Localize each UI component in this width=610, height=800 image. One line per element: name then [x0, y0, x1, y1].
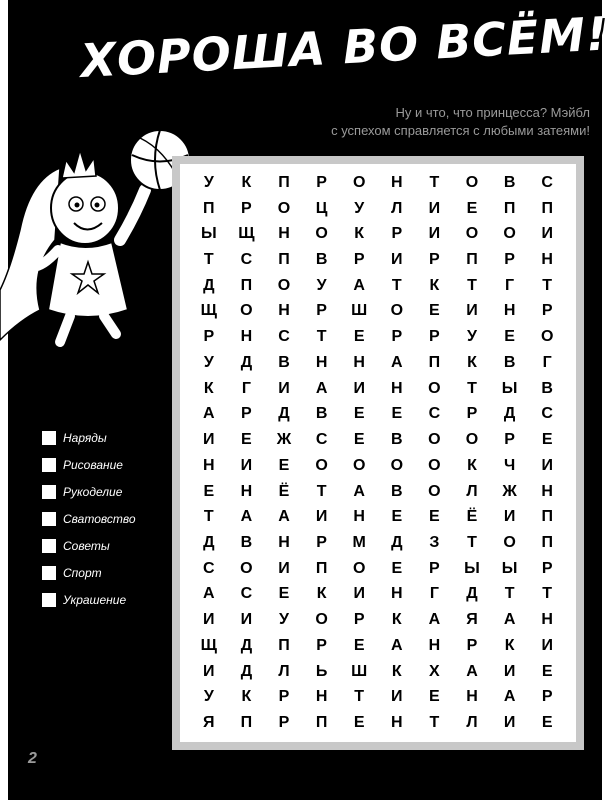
grid-letter[interactable]: Е — [353, 636, 365, 654]
grid-letter[interactable]: Г — [429, 585, 439, 603]
grid-letter[interactable]: П — [315, 714, 328, 732]
grid-letter[interactable]: А — [203, 585, 215, 603]
grid-letter[interactable]: Е — [504, 328, 515, 346]
grid-letter[interactable]: В — [315, 405, 328, 423]
grid-letter[interactable]: Я — [203, 714, 215, 732]
grid-letter[interactable]: О — [352, 456, 366, 474]
word-label: Рисование — [63, 457, 123, 472]
intro-line-2: с успехом справляется с любыми затеями! — [331, 123, 590, 138]
grid-letter[interactable]: Р — [504, 251, 515, 269]
grid-letter[interactable]: С — [428, 405, 441, 423]
grid-letter[interactable]: И — [278, 379, 290, 397]
grid-letter[interactable]: Т — [429, 173, 440, 191]
grid-letter[interactable]: Н — [391, 585, 403, 603]
grid-letter[interactable]: У — [203, 688, 214, 706]
grid-letter[interactable]: У — [467, 328, 477, 346]
grid-letter[interactable]: Р — [391, 328, 403, 346]
grid-letter[interactable]: Е — [429, 688, 440, 706]
grid-letter[interactable]: И — [503, 508, 516, 526]
grid-letter[interactable]: С — [240, 251, 253, 269]
grid-letter[interactable]: Н — [541, 611, 553, 629]
grid-letter[interactable]: О — [352, 173, 366, 191]
grid-letter[interactable]: В — [278, 353, 290, 371]
grid-letter[interactable]: П — [240, 276, 253, 294]
grid-letter[interactable]: Р — [203, 328, 215, 346]
word-checkbox[interactable] — [42, 566, 56, 580]
grid-letter[interactable]: Н — [240, 328, 253, 346]
grid-letter[interactable]: К — [391, 611, 402, 629]
grid-letter[interactable]: Н — [278, 225, 290, 243]
grid-letter[interactable]: Щ — [200, 636, 217, 654]
grid-letter[interactable]: В — [240, 534, 253, 552]
grid-letter[interactable]: Ь — [315, 662, 328, 680]
grid-letter[interactable]: К — [354, 225, 365, 243]
grid-letter[interactable]: Д — [391, 534, 403, 552]
word-checkbox[interactable] — [42, 539, 56, 553]
grid-letter[interactable]: У — [203, 353, 214, 371]
grid-letter[interactable]: П — [315, 559, 328, 577]
word-checkbox[interactable] — [42, 431, 56, 445]
word-checkbox[interactable] — [42, 485, 56, 499]
grid-letter[interactable]: И — [391, 688, 403, 706]
grid-letter[interactable]: Г — [505, 276, 515, 294]
grid-letter[interactable]: З — [429, 534, 440, 552]
grid-letter[interactable]: Р — [466, 405, 478, 423]
grid-letter[interactable]: Н — [353, 353, 365, 371]
grid-letter[interactable]: Т — [542, 276, 553, 294]
word-label: Украшение — [63, 592, 127, 607]
word-item — [42, 586, 182, 613]
grid-letter[interactable]: Ж — [502, 482, 517, 500]
grid-letter[interactable]: И — [240, 456, 253, 474]
grid-letter[interactable]: И — [541, 636, 553, 654]
grid-letter[interactable]: К — [504, 636, 515, 654]
grid-letter[interactable]: У — [354, 199, 365, 217]
grid-letter[interactable]: О — [428, 431, 441, 449]
word-checkbox[interactable] — [42, 593, 56, 607]
grid-letter[interactable]: И — [203, 611, 215, 629]
grid-letter[interactable]: Ё — [278, 482, 290, 500]
grid-letter[interactable]: П — [240, 714, 253, 732]
grid-letter[interactable]: И — [278, 559, 290, 577]
grid-letter[interactable]: К — [467, 353, 477, 371]
grid-letter[interactable]: А — [391, 353, 403, 371]
grid-letter[interactable]: О — [428, 482, 441, 500]
grid-letter[interactable]: Н — [503, 302, 516, 320]
grid-letter[interactable]: И — [391, 251, 403, 269]
grid-letter[interactable]: А — [353, 482, 365, 500]
grid-letter[interactable]: Р — [278, 714, 290, 732]
grid-letter[interactable]: Р — [241, 405, 252, 423]
grid-letter[interactable]: В — [391, 482, 403, 500]
grid-letter[interactable]: Р — [541, 559, 553, 577]
grid-letter[interactable]: Е — [429, 508, 440, 526]
grid-letter[interactable]: О — [315, 225, 328, 243]
grid-letter[interactable]: А — [203, 405, 215, 423]
grid-letter[interactable]: С — [315, 431, 328, 449]
grid-letter[interactable]: Н — [541, 251, 553, 269]
grid-letter[interactable]: П — [541, 508, 553, 526]
grid-letter[interactable]: П — [278, 173, 290, 191]
grid-letter[interactable]: К — [316, 585, 327, 603]
grid-letter[interactable]: К — [203, 379, 214, 397]
intro-text — [170, 104, 590, 140]
grid-letter[interactable]: Н — [541, 482, 553, 500]
grid-letter[interactable]: Р — [353, 611, 365, 629]
grid-letter[interactable]: Е — [353, 431, 365, 449]
word-checkbox[interactable] — [42, 458, 56, 472]
word-item — [42, 478, 182, 505]
grid-letter[interactable]: И — [428, 225, 441, 243]
grid-letter[interactable]: О — [428, 456, 441, 474]
grid-letter[interactable]: Ё — [466, 508, 478, 526]
grid-letter[interactable]: А — [466, 662, 478, 680]
grid-letter[interactable]: Д — [240, 353, 253, 371]
grid-letter[interactable]: К — [391, 662, 402, 680]
grid-letter[interactable]: Г — [241, 379, 251, 397]
grid-letter[interactable]: Н — [428, 636, 441, 654]
grid-letter[interactable]: Д — [240, 636, 253, 654]
grid-letter[interactable]: О — [465, 173, 479, 191]
grid-letter[interactable]: Т — [467, 379, 477, 397]
grid-letter[interactable]: Ы — [501, 379, 518, 397]
grid-letter[interactable]: А — [240, 508, 253, 526]
grid-letter[interactable]: Т — [391, 276, 402, 294]
word-item — [42, 451, 182, 478]
grid-letter[interactable]: А — [278, 508, 290, 526]
grid-letter[interactable]: И — [315, 508, 328, 526]
word-checkbox[interactable] — [42, 512, 56, 526]
grid-letter[interactable]: Н — [391, 714, 403, 732]
grid-letter[interactable]: О — [465, 431, 479, 449]
grid-letter[interactable]: Р — [316, 302, 327, 320]
grid-letter[interactable]: Р — [541, 688, 553, 706]
grid-letter[interactable]: П — [278, 636, 290, 654]
grid-letter[interactable]: Е — [541, 662, 553, 680]
grid-letter[interactable]: П — [541, 199, 553, 217]
grid-letter[interactable]: И — [203, 431, 215, 449]
grid-letter[interactable]: Т — [316, 482, 327, 500]
grid-letter[interactable]: И — [466, 302, 478, 320]
word-item — [42, 532, 182, 559]
grid-letter[interactable]: П — [278, 251, 290, 269]
grid-letter[interactable]: Р — [429, 328, 440, 346]
word-label: Сватовство — [63, 511, 136, 526]
word-label: Рукоделие — [63, 484, 123, 499]
grid-letter[interactable]: А — [315, 379, 328, 397]
page-number: 2 — [28, 750, 37, 767]
grid-letter[interactable]: Х — [429, 662, 440, 680]
grid-letter[interactable]: О — [390, 456, 404, 474]
grid-letter[interactable]: А — [353, 276, 365, 294]
grid-letter[interactable]: Н — [315, 688, 328, 706]
grid-letter[interactable]: Н — [353, 508, 365, 526]
grid-letter[interactable]: А — [391, 636, 403, 654]
grid-letter[interactable]: Е — [353, 405, 365, 423]
grid-letter[interactable]: П — [541, 534, 553, 552]
grid-letter[interactable]: У — [279, 611, 289, 629]
grid-letter[interactable]: Р — [316, 173, 327, 191]
grid-letter[interactable]: Е — [391, 405, 403, 423]
grid-letter[interactable]: С — [541, 173, 553, 191]
grid-letter[interactable]: К — [429, 276, 440, 294]
grid-letter[interactable]: Т — [542, 585, 553, 603]
grid-letter[interactable]: П — [503, 199, 516, 217]
grid-letter[interactable]: Е — [353, 328, 365, 346]
grid-letter[interactable]: С — [240, 585, 253, 603]
grid-letter[interactable]: О — [277, 276, 291, 294]
grid-letter[interactable]: Я — [466, 611, 478, 629]
grid-letter[interactable]: О — [390, 302, 404, 320]
word-label: Спорт — [63, 565, 102, 580]
grid-letter[interactable]: Д — [503, 405, 516, 423]
grid-letter[interactable]: Ч — [503, 456, 516, 474]
grid-letter[interactable]: Е — [391, 508, 403, 526]
grid-letter[interactable]: А — [428, 611, 441, 629]
grid-letter[interactable]: Ы — [501, 559, 518, 577]
grid-letter[interactable]: Т — [504, 585, 515, 603]
grid-letter[interactable]: Н — [240, 482, 253, 500]
grid-letter[interactable]: О — [428, 379, 441, 397]
grid-letter[interactable]: Е — [429, 302, 440, 320]
grid-letter[interactable]: Ы — [464, 559, 480, 577]
grid-letter[interactable]: Т — [467, 534, 477, 552]
grid-letter[interactable]: Л — [466, 714, 478, 732]
word-item — [42, 424, 182, 451]
grid-letter[interactable]: В — [315, 251, 328, 269]
grid-letter[interactable]: Н — [203, 456, 215, 474]
grid-letter[interactable]: И — [503, 714, 516, 732]
grid-letter[interactable]: Р — [241, 199, 252, 217]
grid-letter[interactable]: Р — [466, 636, 478, 654]
grid-letter[interactable]: Л — [466, 482, 478, 500]
grid-letter[interactable]: К — [467, 456, 477, 474]
grid-letter[interactable]: Т — [316, 328, 327, 346]
grid-letter[interactable]: Д — [240, 662, 253, 680]
grid-letter[interactable]: О — [315, 611, 328, 629]
grid-letter[interactable]: И — [541, 225, 553, 243]
grid-letter[interactable]: А — [503, 688, 516, 706]
grid-letter[interactable]: В — [503, 353, 516, 371]
grid-letter[interactable]: О — [240, 559, 253, 577]
grid-letter[interactable]: Е — [466, 199, 478, 217]
grid-letter[interactable]: У — [316, 276, 327, 294]
grid-letter[interactable]: Ц — [315, 199, 328, 217]
grid-letter[interactable]: Р — [353, 251, 365, 269]
grid-letter[interactable]: Р — [541, 302, 553, 320]
grid-letter[interactable]: Д — [466, 585, 478, 603]
grid-letter[interactable]: Р — [278, 688, 290, 706]
grid-letter[interactable]: Р — [504, 431, 515, 449]
grid-letter[interactable]: Ы — [200, 225, 217, 243]
grid-letter[interactable]: А — [503, 611, 516, 629]
grid-letter[interactable]: Е — [391, 559, 403, 577]
grid-letter[interactable]: И — [503, 662, 516, 680]
grid-letter[interactable]: Щ — [238, 225, 255, 243]
grid-letter[interactable]: Д — [203, 534, 215, 552]
grid-letter[interactable]: О — [240, 302, 253, 320]
grid-letter[interactable]: Н — [315, 353, 328, 371]
grid-letter[interactable]: Т — [203, 251, 214, 269]
grid-letter[interactable]: И — [203, 662, 215, 680]
grid-letter[interactable]: Р — [316, 636, 327, 654]
grid-letter[interactable]: И — [353, 379, 365, 397]
grid-letter[interactable]: Ш — [351, 662, 368, 680]
grid-letter[interactable]: Т — [467, 276, 477, 294]
grid-letter[interactable]: О — [540, 328, 554, 346]
word-label: Наряды — [63, 430, 107, 445]
grid-letter[interactable]: Ш — [351, 302, 368, 320]
grid-letter[interactable]: И — [240, 611, 253, 629]
word-search-grid — [180, 164, 576, 742]
grid-letter[interactable]: Е — [278, 585, 290, 603]
grid-letter[interactable]: П — [203, 199, 215, 217]
grid-letter[interactable]: Ж — [276, 431, 292, 449]
page-title: ХОРОША ВО ВСЁМ! — [79, 6, 610, 88]
grid-letter[interactable]: Е — [278, 456, 290, 474]
grid-letter[interactable]: О — [503, 225, 516, 243]
grid-letter[interactable]: Н — [391, 379, 403, 397]
grid-letter[interactable]: Р — [391, 225, 403, 243]
grid-letter[interactable]: О — [352, 559, 366, 577]
grid-letter[interactable]: Т — [203, 508, 214, 526]
grid-letter[interactable]: С — [278, 328, 290, 346]
grid-letter[interactable]: Щ — [200, 302, 217, 320]
grid-letter[interactable]: Л — [278, 662, 290, 680]
grid-letter[interactable]: У — [203, 173, 214, 191]
grid-letter[interactable]: С — [203, 559, 215, 577]
grid-letter[interactable]: Н — [278, 534, 290, 552]
grid-letter[interactable]: Е — [541, 431, 553, 449]
grid-letter[interactable]: Е — [353, 714, 365, 732]
grid-letter[interactable]: Р — [429, 251, 440, 269]
grid-letter[interactable]: М — [352, 534, 366, 552]
grid-letter[interactable]: К — [241, 173, 252, 191]
grid-letter[interactable]: О — [465, 225, 479, 243]
grid-letter[interactable]: И — [353, 585, 365, 603]
grid-letter[interactable]: О — [315, 456, 328, 474]
intro-line-1: Ну и что, что принцесса? Мэйбл — [395, 105, 590, 120]
word-item — [42, 505, 182, 532]
grid-letter[interactable]: В — [391, 431, 403, 449]
grid-letter[interactable]: Д — [278, 405, 290, 423]
word-checklist — [42, 424, 182, 613]
grid-letter[interactable]: Г — [542, 353, 552, 371]
grid-letter[interactable]: К — [241, 688, 252, 706]
grid-letter[interactable]: В — [503, 173, 516, 191]
grid-letter[interactable]: И — [428, 199, 441, 217]
grid-letter[interactable]: Е — [541, 714, 553, 732]
grid-letter[interactable]: Н — [278, 302, 290, 320]
grid-letter[interactable]: Т — [354, 688, 365, 706]
grid-letter[interactable]: О — [503, 534, 516, 552]
grid-letter[interactable]: О — [277, 199, 291, 217]
word-item — [42, 559, 182, 586]
grid-letter[interactable]: В — [541, 379, 553, 397]
grid-letter[interactable]: Р — [429, 559, 440, 577]
grid-letter[interactable]: Н — [466, 688, 478, 706]
grid-letter[interactable]: Л — [391, 199, 403, 217]
grid-letter[interactable]: Т — [429, 714, 440, 732]
grid-letter[interactable]: И — [541, 456, 553, 474]
grid-letter[interactable]: Р — [316, 534, 327, 552]
grid-letter[interactable]: Н — [391, 173, 403, 191]
word-label: Советы — [63, 538, 110, 553]
grid-letter[interactable]: Д — [203, 276, 215, 294]
grid-letter[interactable]: Е — [203, 482, 215, 500]
grid-letter[interactable]: С — [541, 405, 553, 423]
grid-letter[interactable]: Е — [241, 431, 252, 449]
grid-letter[interactable]: П — [428, 353, 441, 371]
grid-letter[interactable]: П — [466, 251, 478, 269]
